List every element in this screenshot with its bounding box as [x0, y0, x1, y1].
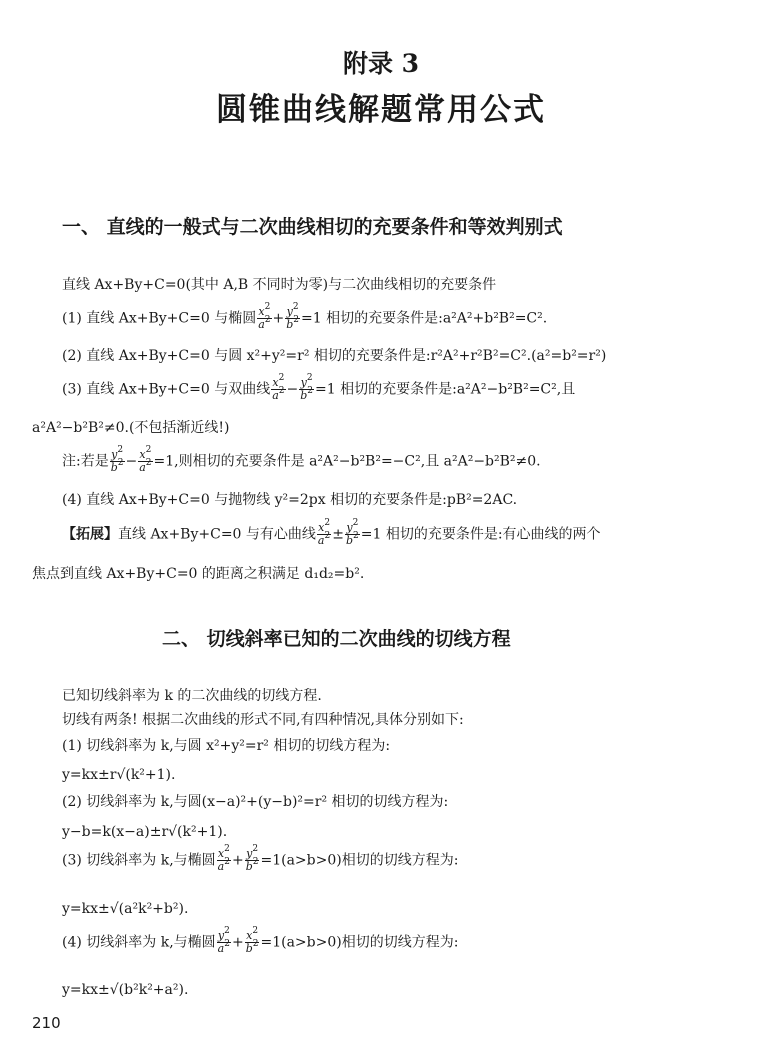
section1-heading: 一、 直线的一般式与二次曲线相切的充要条件和等效判别式: [62, 216, 563, 238]
fraction-y2-b2: $\frac{y^2}{b^2}$: [110, 445, 124, 474]
section2-heading: 二、 切线斜率已知的二次曲线的切线方程: [162, 628, 511, 650]
s2-case4-suffix: =1(a>b>0)相切的切线方程为:: [260, 934, 459, 951]
fraction-y2-b2: $\frac{y^2}{b^2}$: [286, 302, 300, 331]
fraction-x2-a2: $\frac{x^2}{a^2}$: [317, 518, 331, 547]
s2-case4: (4) 切线斜率为 k,与椭圆 $\frac{y^2}{a^2}$ + $\frac{x^2}{b^2}$ =1(a>b>0)相切的切线方程为:: [62, 926, 459, 955]
s1-item3: (3) 直线 Ax+By+C=0 与双曲线 $\frac{x^2}{a^2}$ − $\frac{y^2}{b^2}$ =1 相切的充要条件是:a²A²−b²B²=C²,且: [62, 373, 576, 402]
fraction-x2-a2: $\frac{x^2}{a^2}$: [272, 373, 285, 402]
s2-formula3: y=kx±√(a²k²+b²).: [62, 901, 189, 917]
s1-item3-prefix: (3) 直线 Ax+By+C=0 与双曲线: [62, 381, 271, 398]
s1-item4: (4) 直线 Ax+By+C=0 与抛物线 y²=2px 相切的充要条件是:pB²=2AC.: [62, 492, 518, 508]
page-number: 210: [32, 1014, 61, 1032]
extension-label: 【拓展】: [62, 526, 118, 543]
s1-ext-suffix: =1 相切的充要条件是:有心曲线的两个: [360, 526, 601, 543]
s1-note-prefix: 注:若是: [62, 453, 109, 470]
fraction-y2-b2: $\frac{y^2}{b^2}$: [300, 373, 314, 402]
s2-case1: (1) 切线斜率为 k,与圆 x²+y²=r² 相切的切线方程为:: [62, 738, 391, 754]
fraction-y2-b2: $\frac{y^2}{b^2}$: [245, 844, 259, 873]
fraction-y2-b2: $\frac{y^2}{b^2}$: [345, 518, 359, 547]
s2-formula1: y=kx±r√(k²+1).: [62, 767, 176, 783]
main-title: 圆锥曲线解题常用公式: [216, 92, 546, 128]
s1-item3-cont: a²A²−b²B²≠0.(不包括渐近线!): [32, 420, 230, 436]
s2-line1: 已知切线斜率为 k 的二次曲线的切线方程.: [62, 688, 322, 704]
s1-extension: 【拓展】直线 Ax+By+C=0 与有心曲线 $\frac{x^2}{a^2}$ ± $\frac{y^2}{b^2}$ =1 相切的充要条件是:有心曲线的两个: [62, 518, 601, 547]
s1-note: 注:若是 $\frac{y^2}{b^2}$ − $\frac{x^2}{a^2}$ =1,则相切的充要条件是 a²A²−b²B²=−C²,且 a²A²−b²B²≠0.: [62, 445, 541, 474]
s1-ext-cont: 焦点到直线 Ax+By+C=0 的距离之积满足 d₁d₂=b².: [32, 566, 365, 582]
s1-item1-suffix: =1 相切的充要条件是:a²A²+b²B²=C².: [301, 310, 548, 327]
s2-case3: (3) 切线斜率为 k,与椭圆 $\frac{x^2}{a^2}$ + $\frac{y^2}{b^2}$ =1(a>b>0)相切的切线方程为:: [62, 844, 459, 873]
fraction-x2-a2: $\frac{x^2}{a^2}$: [139, 445, 152, 474]
fraction-x2-a2: $\frac{x^2}{a^2}$: [258, 302, 271, 331]
s1-note-suffix: =1,则相切的充要条件是 a²A²−b²B²=−C²,且 a²A²−b²B²≠0.: [153, 453, 541, 470]
s1-item1-prefix: (1) 直线 Ax+By+C=0 与椭圆: [62, 310, 257, 327]
s2-case2: (2) 切线斜率为 k,与圆(x−a)²+(y−b)²=r² 相切的切线方程为:: [62, 794, 449, 810]
fraction-x2-a2: $\frac{x^2}{a^2}$: [217, 844, 230, 873]
s1-item3-suffix: =1 相切的充要条件是:a²A²−b²B²=C²,且: [315, 381, 576, 398]
appendix-title: 附录 3: [342, 49, 420, 78]
s2-line2: 切线有两条! 根据二次曲线的形式不同,有四种情况,具体分别如下:: [62, 712, 464, 728]
s1-ext-prefix: 直线 Ax+By+C=0 与有心曲线: [118, 526, 316, 543]
section1-intro: 直线 Ax+By+C=0(其中 A,B 不同时为零)与二次曲线相切的充要条件: [62, 277, 497, 293]
s2-formula2: y−b=k(x−a)±r√(k²+1).: [62, 824, 228, 840]
fraction-y2-a2: $\frac{y^2}{a^2}$: [217, 926, 230, 955]
s2-formula4: y=kx±√(b²k²+a²).: [62, 982, 189, 998]
s1-item1: (1) 直线 Ax+By+C=0 与椭圆 $\frac{x^2}{a^2}$ + $\frac{y^2}{b^2}$ =1 相切的充要条件是:a²A²+b²B²=C².: [62, 302, 548, 331]
s2-case4-prefix: (4) 切线斜率为 k,与椭圆: [62, 934, 216, 951]
s2-case3-prefix: (3) 切线斜率为 k,与椭圆: [62, 852, 216, 869]
s1-item2: (2) 直线 Ax+By+C=0 与圆 x²+y²=r² 相切的充要条件是:r²A²+r²B²=C².(a²=b²=r²): [62, 348, 607, 364]
s2-case3-suffix: =1(a>b>0)相切的切线方程为:: [260, 852, 459, 869]
fraction-x2-b2: $\frac{x^2}{b^2}$: [245, 926, 259, 955]
